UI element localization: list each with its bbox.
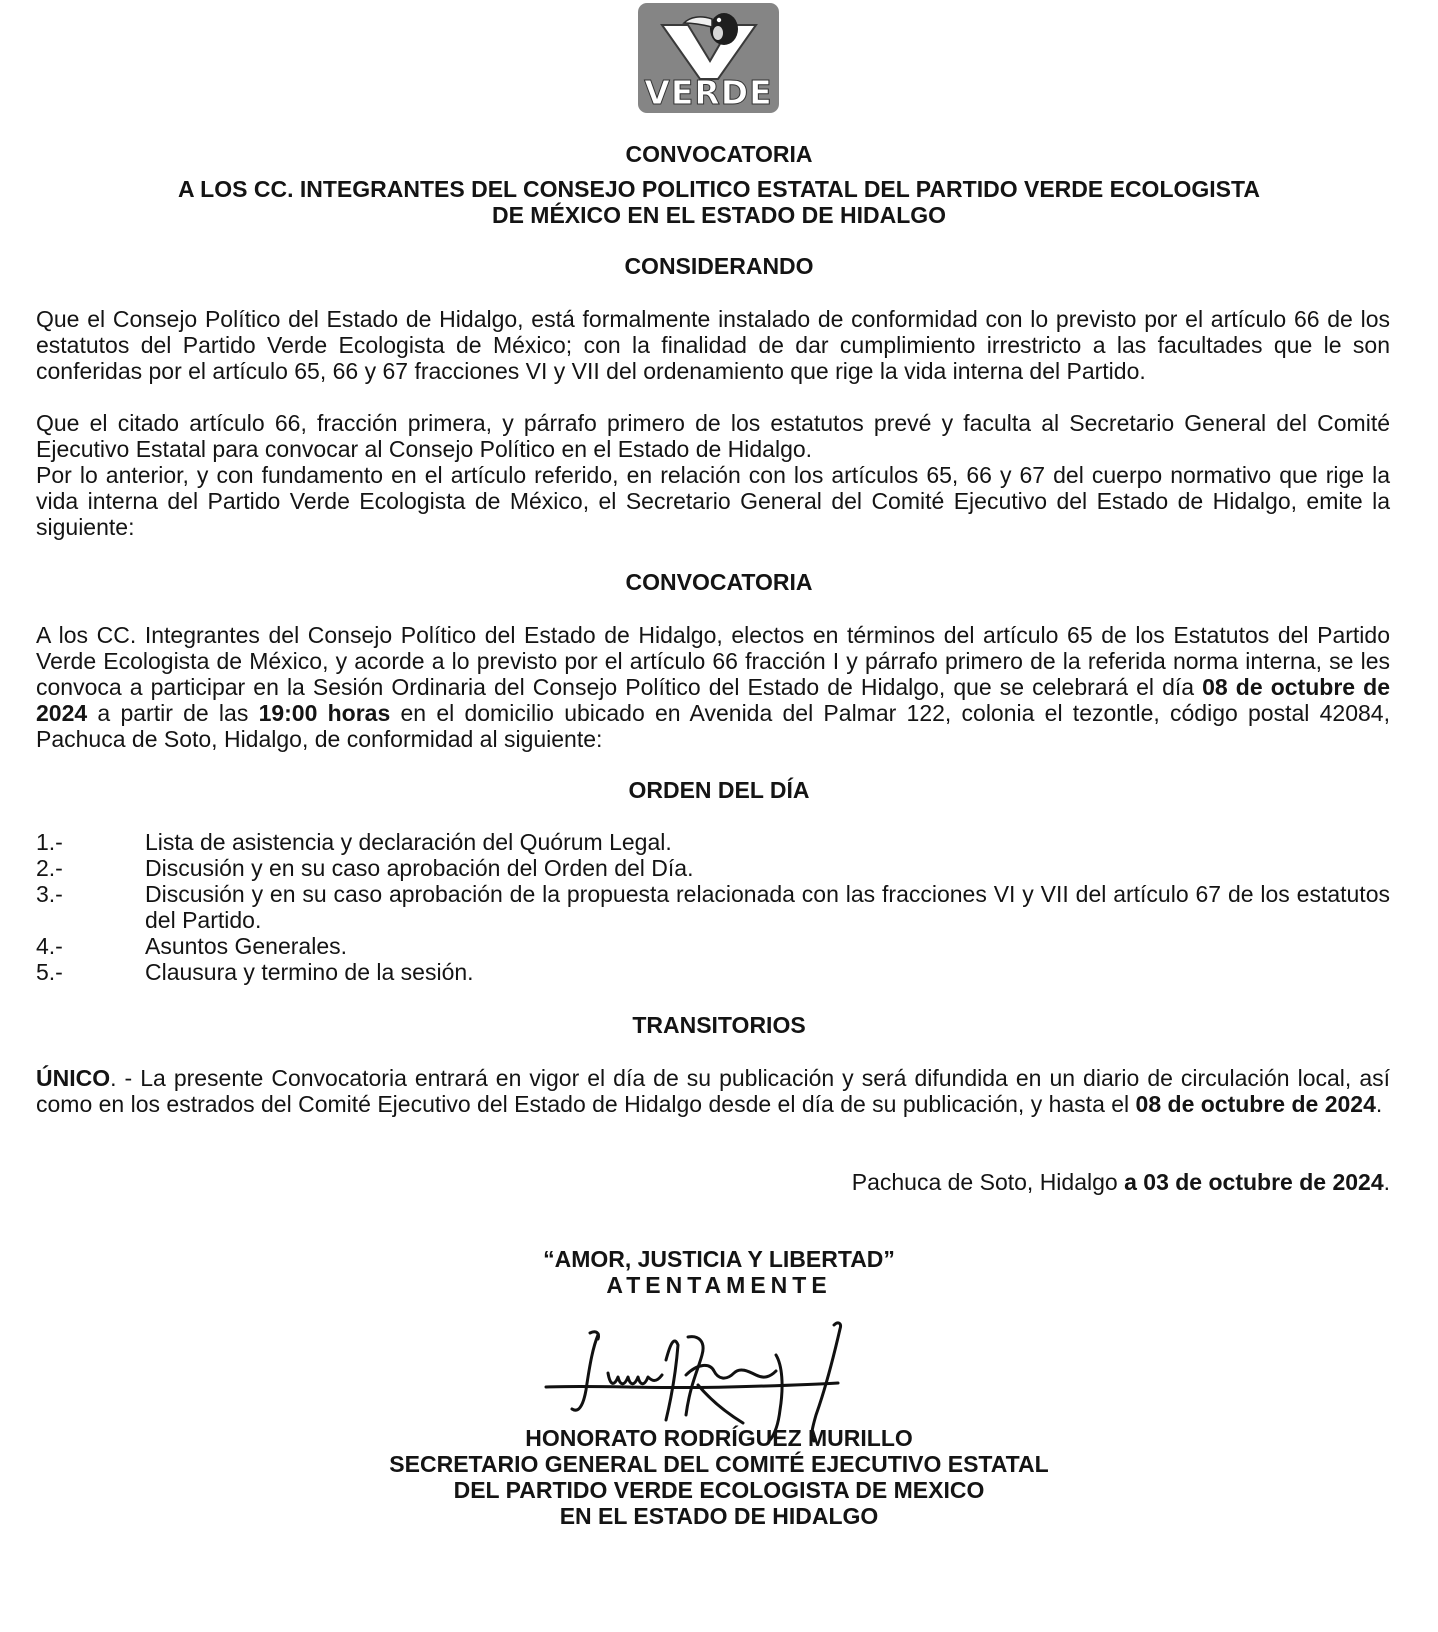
publication-end-date: 08 de octubre de 2024: [1135, 1091, 1376, 1117]
motto: “AMOR, JUSTICIA Y LIBERTAD”: [543, 1246, 895, 1272]
agenda-item: [36, 933, 1390, 959]
agenda-item-text: Discusión y en su caso aprobación de la propuesta relacionada con las fracciones VI y VII del artículo 67 de los estatutos del Partido.: [145, 881, 1390, 933]
signatory-title-line-2: DEL PARTIDO VERDE ECOLOGISTA DE MEXICO: [453, 1477, 985, 1503]
issue-date: a 03 de octubre de 2024: [1124, 1169, 1384, 1195]
transitorios-paragraph: [36, 1065, 1390, 1117]
addressee-line-1: A LOS CC. INTEGRANTES DEL CONSEJO POLITICO ESTATAL DEL PARTIDO VERDE ECOLOGISTA: [178, 176, 1260, 202]
transitorios-text-b: .: [1375, 1091, 1383, 1117]
transitorios-text-a: . - La presente Convocatoria entrará en vigor el día de su publicación y será difundida en un diario de circulación local, así como en los estrados del Comité Ejecutivo del Estado de Hidalgo desde el día de su publicación, y hasta el: [36, 1065, 1390, 1117]
agenda-item: [36, 959, 1390, 985]
agenda-item-text: Asuntos Generales.: [145, 933, 348, 959]
verde-party-logo: [638, 3, 779, 113]
agenda-item-number: 5.-: [36, 959, 63, 985]
agenda-item-number: 1.-: [36, 829, 63, 855]
convocatoria-text-a: A los CC. Integrantes del Consejo Político del Estado de Hidalgo, electos en términos del artículo 65 de los Estatutos del Partido Verde Ecologista de México, y acorde a lo previsto por el artículo 66 fracción I y párrafo primero de la referida norma interna, se les convoca a participar en la Sesión Ordinaria del Consejo Político del Estado de Hidalgo, que se celebrará el día: [36, 622, 1390, 700]
convocatoria-text-c: en el domicilio ubicado en Avenida del Palmar 122, colonia el tezontle, código postal 42084, Pachuca de Soto, Hidalgo, de conformidad al siguiente:: [36, 700, 1390, 752]
considerando-paragraph-3: Por lo anterior, y con fundamento en el artículo referido, en relación con los artículos 65, 66 y 67 del cuerpo normativo que rige la vida interna del Partido Verde Ecologista de México, el Secretario General del Comité Ejecutivo del Estado de Hidalgo, emite la siguiente:: [36, 462, 1390, 540]
signatory-title-line-3: EN EL ESTADO DE HIDALGO: [559, 1503, 879, 1529]
place-and-date: [852, 1169, 1390, 1195]
agenda-item-number: 3.-: [36, 881, 63, 907]
agenda-item-number: 2.-: [36, 855, 63, 881]
session-date: 08 de octubre de 2024: [36, 674, 1390, 726]
transitorios-heading: TRANSITORIOS: [632, 1012, 806, 1038]
considerando-heading: CONSIDERANDO: [624, 253, 814, 279]
convocatoria-paragraph: [36, 622, 1390, 752]
orden-del-dia-heading: ORDEN DEL DÍA: [628, 777, 810, 803]
document-title: CONVOCATORIA: [625, 141, 813, 167]
place: Pachuca de Soto, Hidalgo: [851, 1169, 1125, 1195]
agenda-item-text: Clausura y termino de la sesión.: [145, 959, 474, 985]
agenda-item-text: Discusión y en su caso aprobación del Orden del Día.: [145, 855, 694, 881]
agenda-item: [36, 829, 1390, 855]
place-date-end: .: [1383, 1169, 1390, 1195]
unico-label: ÚNICO: [36, 1065, 111, 1091]
atentamente: ATENTAMENTE: [606, 1272, 832, 1298]
considerando-paragraph-2: Que el citado artículo 66, fracción primera, y párrafo primero de los estatutos prevé y faculta al Secretario General del Comité Ejecutivo Estatal para convocar al Consejo Político en el Estado de Hidalgo.: [36, 410, 1390, 462]
agenda-item-text: Lista de asistencia y declaración del Quórum Legal.: [145, 829, 672, 855]
session-time: 19:00 horas: [258, 700, 391, 726]
considerando-paragraph-1: Que el Consejo Político del Estado de Hidalgo, está formalmente instalado de conformidad con lo previsto por el artículo 66 de los estatutos del Partido Verde Ecologista de México; con la finalidad de dar cumplimiento irrestricto a las facultades que le son conferidas por el artículo 65, 66 y 67 fracciones VI y VII del ordenamiento que rige la vida interna del Partido.: [36, 306, 1390, 384]
agenda-item: [36, 881, 1390, 933]
signatory-name: HONORATO RODRÍGUEZ MURILLO: [525, 1425, 913, 1451]
agenda-item-number: 4.-: [36, 933, 63, 959]
logo-wordmark: VERDE: [644, 73, 773, 112]
convocatoria-text-b: a partir de las: [87, 700, 259, 726]
agenda-item: [36, 855, 1390, 881]
convocatoria-heading: CONVOCATORIA: [625, 569, 813, 595]
addressee-line-2: DE MÉXICO EN EL ESTADO DE HIDALGO: [491, 202, 947, 228]
signatory-title-line-1: SECRETARIO GENERAL DEL COMITÉ EJECUTIVO ESTATAL: [389, 1451, 1049, 1477]
